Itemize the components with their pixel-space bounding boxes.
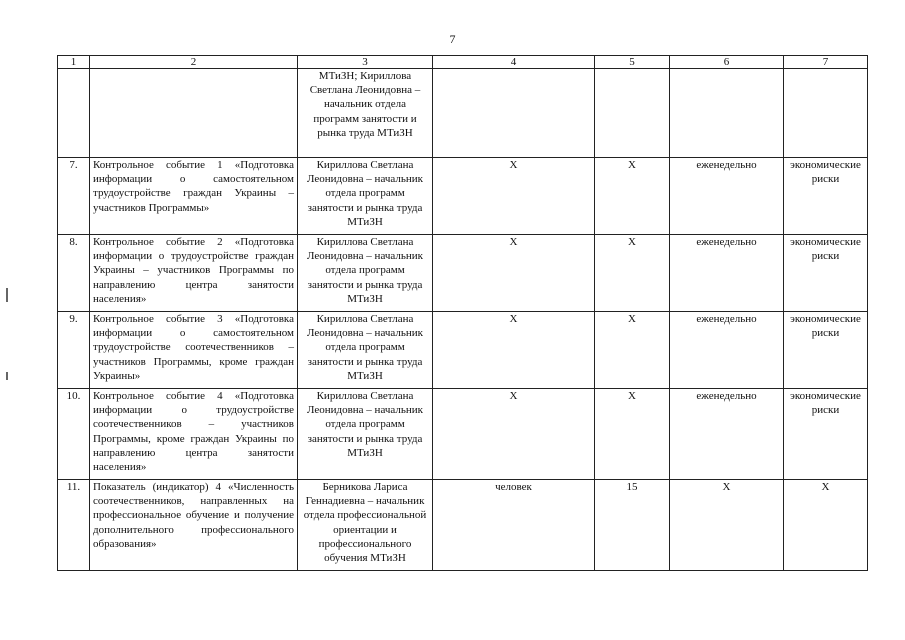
row-responsible: Берникова Лариса Геннадиевна – начальник отдела профессиональной ориентации и профессионального обучения МТиЗН — [298, 480, 433, 571]
row-description: Контрольное событие 4 «Подготовка информации о трудоустройстве соотечественников – участников Программы, кроме граждан Украины по направлению центра занятости населения» — [90, 389, 298, 480]
row-number — [58, 69, 90, 158]
row-description: Контрольное событие 1 «Подготовка информации о самостоятельном трудоустройстве граждан Украины – участников Программы» — [90, 158, 298, 235]
row-period: еженедельно — [670, 235, 784, 312]
row-value: Х — [595, 312, 670, 389]
column-number: 1 — [58, 56, 90, 69]
scan-margin-mark — [6, 288, 8, 302]
row-number: 11. — [58, 480, 90, 571]
row-value: 15 — [595, 480, 670, 571]
table-header-row — [58, 56, 868, 69]
row-risks: экономические риски — [784, 235, 868, 312]
row-unit: Х — [433, 312, 595, 389]
table-row — [58, 480, 868, 571]
table-row — [58, 389, 868, 480]
row-value: Х — [595, 389, 670, 480]
row-value — [595, 69, 670, 158]
row-period: еженедельно — [670, 312, 784, 389]
row-number: 9. — [58, 312, 90, 389]
column-number: 7 — [784, 56, 868, 69]
row-unit: Х — [433, 235, 595, 312]
row-risks: экономические риски — [784, 158, 868, 235]
row-period: еженедельно — [670, 389, 784, 480]
row-unit: человек — [433, 480, 595, 571]
table-row — [58, 235, 868, 312]
row-responsible: Кириллова Светлана Леонидовна – начальник отдела программ занятости и рынка труда МТиЗН — [298, 158, 433, 235]
row-number: 8. — [58, 235, 90, 312]
row-risks: экономические риски — [784, 389, 868, 480]
row-period — [670, 69, 784, 158]
row-description: Контрольное событие 2 «Подготовка информации о трудоустройстве граждан Украины – участников Программы по направлению центра занятости населения» — [90, 235, 298, 312]
column-number: 6 — [670, 56, 784, 69]
row-responsible: Кириллова Светлана Леонидовна – начальник отдела программ занятости и рынка труда МТиЗН — [298, 235, 433, 312]
column-number: 2 — [90, 56, 298, 69]
row-description: Контрольное событие 3 «Подготовка информации о самостоятельном трудоустройстве соотечественников – участников Программы, кроме граждан Украины» — [90, 312, 298, 389]
column-number: 3 — [298, 56, 433, 69]
row-value: Х — [595, 158, 670, 235]
row-responsible: Кириллова Светлана Леонидовна – начальник отдела программ занятости и рынка труда МТиЗН — [298, 312, 433, 389]
page-number: 7 — [449, 32, 456, 46]
plan-table — [57, 55, 868, 571]
table-row — [58, 158, 868, 235]
row-period: Х — [670, 480, 784, 571]
row-description: Показатель (индикатор) 4 «Численность соотечественников, направленных на профессиональное обучение и получение дополнительного профессионального образования» — [90, 480, 298, 571]
row-period: еженедельно — [670, 158, 784, 235]
row-description — [90, 69, 298, 158]
table-row — [58, 69, 868, 158]
row-number: 10. — [58, 389, 90, 480]
row-risks: Х — [784, 480, 868, 571]
row-unit — [433, 69, 595, 158]
table-row — [58, 312, 868, 389]
row-risks: экономические риски — [784, 312, 868, 389]
row-responsible: МТиЗН; Кириллова Светлана Леонидовна – начальник отдела программ занятости и рынка труда МТиЗН — [298, 69, 433, 158]
scan-margin-mark — [6, 372, 8, 380]
row-unit: Х — [433, 389, 595, 480]
column-number: 5 — [595, 56, 670, 69]
row-number: 7. — [58, 158, 90, 235]
row-responsible: Кириллова Светлана Леонидовна – начальник отдела программ занятости и рынка труда МТиЗН — [298, 389, 433, 480]
row-risks — [784, 69, 868, 158]
column-number: 4 — [433, 56, 595, 69]
row-value: Х — [595, 235, 670, 312]
row-unit: Х — [433, 158, 595, 235]
